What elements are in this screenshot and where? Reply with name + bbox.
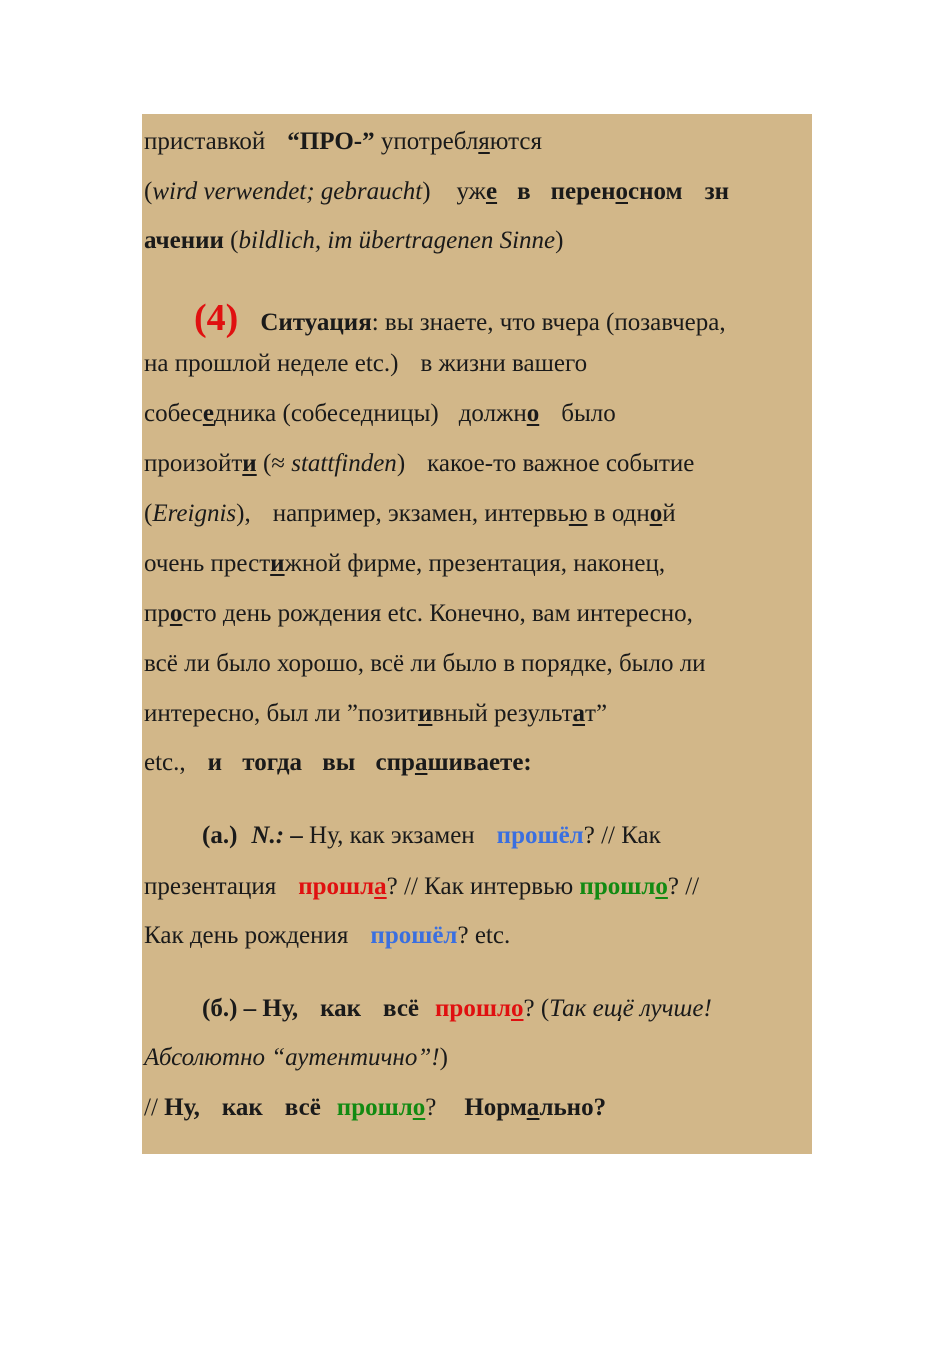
stress-mark: о (412, 1094, 426, 1121)
text-run: на прошлой неделе etc.) (144, 350, 399, 377)
stress-mark: о (526, 400, 540, 427)
prefix-pro: “ПРО-” (287, 128, 375, 155)
text-run: произойт (144, 450, 243, 477)
text-run: жной фирме, презентация, наконец, (284, 550, 666, 577)
text-line-13 (144, 748, 532, 778)
verb-feminine: прошл (298, 873, 375, 900)
stress-mark: а (374, 873, 387, 900)
stress-mark: о (655, 873, 668, 900)
german-gloss: Ereignis (152, 500, 237, 527)
text-line-5 (144, 349, 587, 379)
text-line-10 (144, 599, 693, 629)
stress-mark: о (169, 600, 183, 627)
text-line-7 (144, 449, 694, 479)
text-run: перен (550, 178, 616, 205)
text-run: ) (396, 450, 406, 477)
text-line-12 (144, 699, 607, 729)
text-run: Абсолютно “аутентично”! (144, 1044, 440, 1071)
verb-neuter: прошл (435, 995, 511, 1022)
text-run: всё (383, 995, 420, 1022)
text-run: сном (628, 178, 683, 205)
stress-mark: о (615, 178, 628, 205)
text-run: пр (144, 600, 170, 627)
text-run: шиваете: (427, 749, 532, 776)
text-run: Как день рождения (144, 922, 349, 949)
text-run: ) (439, 1044, 448, 1071)
text-run: ? // (667, 873, 700, 900)
speaker-label: N.: (251, 822, 285, 849)
text-run: в (517, 178, 531, 205)
text-run: всё ли было хорошо, всё ли было в порядке, было ли (144, 650, 706, 677)
section-number: (4) (194, 297, 239, 339)
text-run: уж (456, 178, 486, 205)
text-run: употребл (380, 128, 479, 155)
text-run: собес (144, 400, 203, 427)
text-run: ( (230, 227, 239, 254)
text-run: (≈ (262, 450, 285, 477)
text-run: ачении (144, 227, 224, 254)
stress-mark: а (526, 1094, 540, 1121)
text-run: ? // Как интервью (386, 873, 574, 900)
text-run: должн (458, 400, 527, 427)
stress-mark: и (270, 550, 285, 577)
verb-masculine: прошёл (370, 922, 458, 949)
text-run: интересно, был ли ”позит (144, 700, 418, 727)
stress-mark: е (485, 178, 498, 205)
text-run: всё (284, 1094, 321, 1121)
stress-mark: о (510, 995, 524, 1022)
verb-neuter: прошл (336, 1094, 413, 1121)
text-run: сто день рождения etc. Конечно, вам интересно, (182, 600, 693, 627)
text-run: : вы знаете, что вчера (позавчера, (371, 309, 726, 336)
text-run: льно? (539, 1094, 607, 1121)
verb-masculine: прошёл (496, 822, 584, 849)
text-run: т” (585, 700, 608, 727)
text-run: Норм (464, 1094, 527, 1121)
text-run: Ну, (164, 1094, 200, 1121)
text-run: как (320, 995, 362, 1022)
text-run: ? (425, 1094, 437, 1121)
stress-mark: ю (568, 500, 588, 527)
text-run: дника (собеседницы) (213, 400, 439, 427)
text-line-16 (144, 921, 510, 951)
text-line-17 (202, 994, 712, 1024)
stress-mark: и (417, 700, 433, 727)
text-line-19 (144, 1093, 606, 1123)
verb-neuter: прошл (579, 873, 656, 900)
text-line-1 (144, 127, 542, 157)
text-line-18 (144, 1043, 448, 1073)
german-gloss: wird verwendet; gebraucht (152, 178, 423, 205)
text-line-3 (144, 226, 563, 256)
text-run: Так ещё лучше! (549, 995, 712, 1022)
text-line-6 (144, 399, 616, 429)
text-run: ются (489, 128, 542, 155)
text-line-4 (194, 298, 726, 343)
text-line-8 (144, 499, 676, 529)
german-gloss: stattfinden (291, 450, 397, 477)
text-run: вный результ (432, 700, 573, 727)
text-run: приставкой (144, 128, 266, 155)
text-run: в жизни вашего (420, 350, 588, 377)
text-run: ) (422, 178, 431, 205)
text-run: ) (555, 227, 564, 254)
text-line-14 (202, 821, 661, 851)
stress-mark: о (649, 500, 663, 527)
text-line-11 (144, 649, 706, 679)
stress-mark: а (414, 749, 428, 776)
text-run: и тогда вы спр (207, 749, 415, 776)
text-line-15 (144, 872, 699, 902)
text-run: // (144, 1094, 158, 1121)
text-run: ( (144, 178, 153, 205)
text-run: – (290, 822, 303, 849)
text-run: Ну, как экзамен (309, 822, 475, 849)
stress-mark: е (202, 400, 214, 427)
stress-mark: и (242, 450, 257, 477)
text-line-2 (144, 177, 729, 207)
stress-mark: а (572, 700, 586, 727)
text-run: какое-то важное событие (427, 450, 695, 477)
item-label: (а.) (202, 822, 238, 849)
german-gloss: bildlich, im übertragenen Sinne (238, 227, 556, 254)
section-title: Ситуация (260, 309, 372, 336)
text-run: ? ( (523, 995, 550, 1022)
text-run: например, экзамен, интервь (272, 500, 569, 527)
text-line-9 (144, 549, 665, 579)
text-run: было (561, 400, 616, 427)
text-run: й (662, 500, 676, 527)
text-run: ), (236, 500, 251, 527)
text-run: презентация (144, 873, 277, 900)
stress-mark: я (478, 128, 490, 155)
text-run: etc., (144, 749, 186, 776)
text-run: очень прест (144, 550, 271, 577)
item-label: (б.) – Ну, (202, 995, 299, 1022)
text-run: ( (144, 500, 153, 527)
text-run: ? etc. (457, 922, 511, 949)
text-run: как (221, 1094, 263, 1121)
text-run: зн (704, 178, 730, 205)
text-run: в одн (593, 500, 650, 527)
text-run: ? // Как (583, 822, 661, 849)
